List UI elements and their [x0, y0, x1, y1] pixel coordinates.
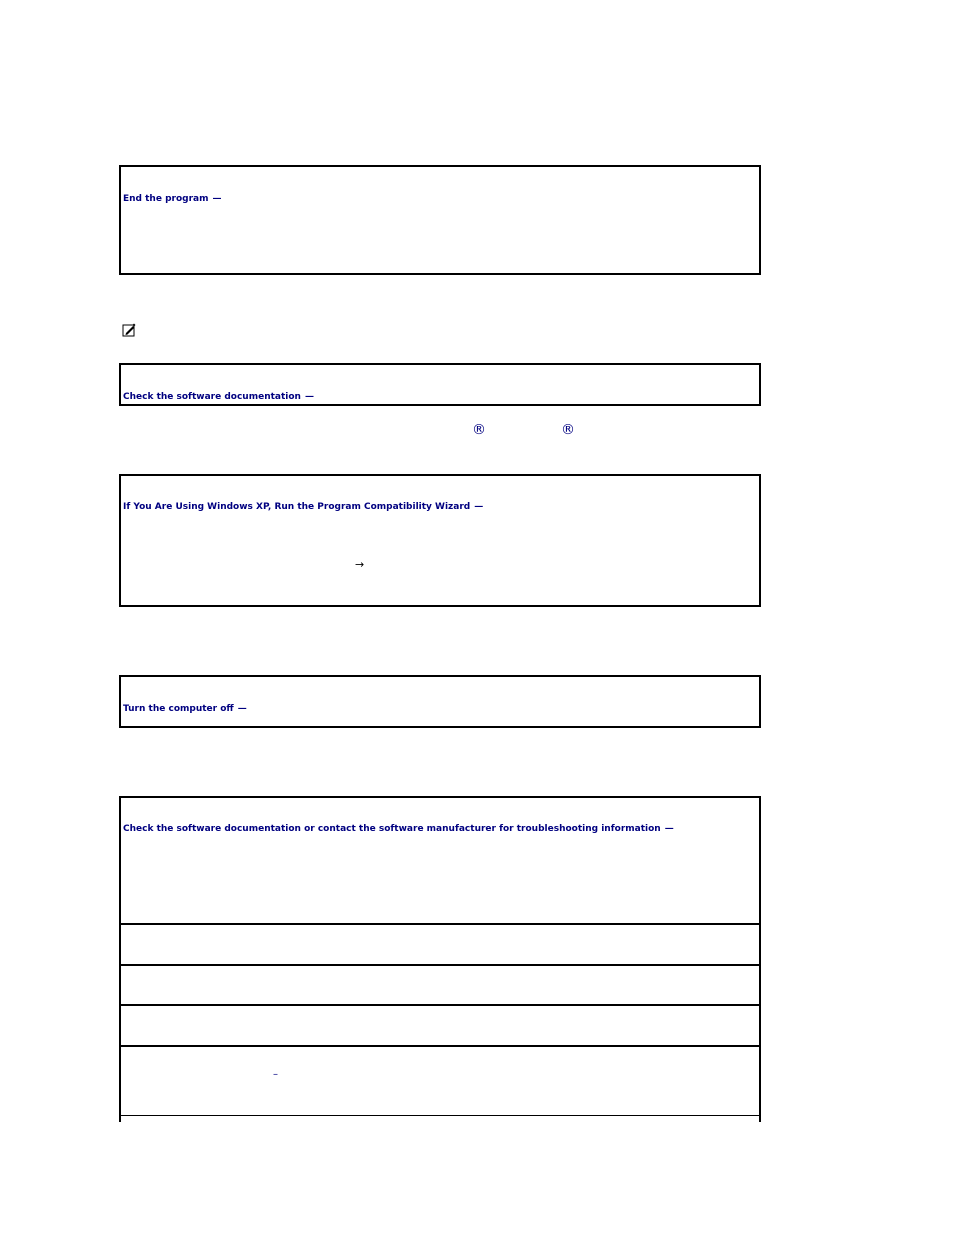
end-program-box — [119, 165, 761, 275]
check-docs-heading: Check the software documentation — — [123, 392, 314, 402]
compat-wizard-box — [119, 474, 761, 607]
table-row-divider — [119, 964, 761, 966]
turn-off-box — [119, 675, 761, 728]
inline-link[interactable]: – — [273, 1069, 278, 1080]
registered-mark: ® — [472, 422, 486, 438]
note-pencil-icon — [122, 322, 136, 336]
contact-manufacturer-table — [119, 796, 761, 1136]
end-program-heading: End the program — — [123, 194, 222, 204]
contact-manufacturer-heading: Check the software documentation or contact the software manufacturer for troubleshooting information — — [123, 824, 674, 834]
turn-off-heading: Turn the computer off — — [123, 704, 247, 714]
table-row-divider — [119, 1004, 761, 1006]
right-arrow-icon: → — [355, 558, 365, 571]
page-bottom-area — [0, 1122, 954, 1235]
table-row-divider — [119, 1115, 761, 1116]
table-row-divider — [119, 923, 761, 925]
compat-wizard-heading: If You Are Using Windows XP, Run the Program Compatibility Wizard — — [123, 502, 484, 512]
table-row-divider — [119, 1045, 761, 1047]
registered-mark: ® — [561, 422, 575, 438]
